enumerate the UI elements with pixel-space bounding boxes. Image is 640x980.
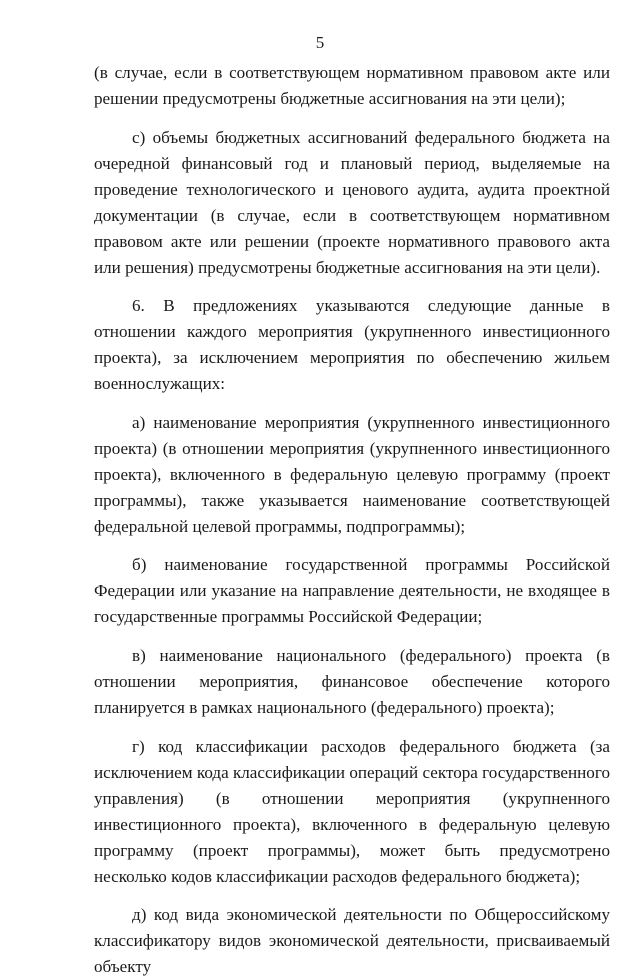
paragraph-item-v: в) наименование национального (федерального) проекта (в отношении мероприятия, финансовое обеспечение которого планируется в рамках национального (федерального) проекта); (94, 645, 610, 717)
paragraph-item-a: а) наименование мероприятия (укрупненного инвестиционного проекта) (в отношении мероприятия (укрупненного инвестиционного проекта), включенного в федеральную целевую программу (проект программы), также указывается наименование соответствующей федеральной целевой программы, подпрограммы); (94, 412, 610, 536)
document-body (94, 60, 610, 980)
paragraph-item-g: г) код классификации расходов федерального бюджета (за исключением кода классификации операций сектора государственного управления) (в отношении мероприятия (укрупненного инвестиционного проекта), включенного в федеральную целевую программу (проект программы), может быть предусмотрено несколько кодов классификации расходов федерального бюджета); (94, 736, 610, 886)
paragraph-section-6: 6. В предложениях указываются следующие данные в отношении каждого мероприятия (укрупненного инвестиционного проекта), за исключением мероприятия по обеспечению жильем военнослужащих: (94, 296, 610, 394)
paragraph-continuation: (в случае, если в соответствующем нормативном правовом акте или решении предусмотрены бюджетные ассигнования на эти цели); (94, 63, 610, 108)
paragraph-item-d: д) код вида экономической деятельности по Общероссийскому классификатору видов экономической деятельности, присваиваемый объекту (94, 905, 610, 977)
paragraph-item-b: б) наименование государственной программы Российской Федерации или указание на направление деятельности, не входящее в государственные программы Российской Федерации; (94, 555, 610, 627)
paragraph-item-c: с) объемы бюджетных ассигнований федерального бюджета на очередной финансовый год и плановый период, выделяемые на проведение технологического и ценового аудита, аудита проектной документации (в случае, если в соответствующем нормативном правовом акте или решении (проекте нормативного правового акта или решения) предусмотрены бюджетные ассигнования на эти цели). (94, 127, 610, 277)
page-number: 5 (315, 33, 325, 52)
